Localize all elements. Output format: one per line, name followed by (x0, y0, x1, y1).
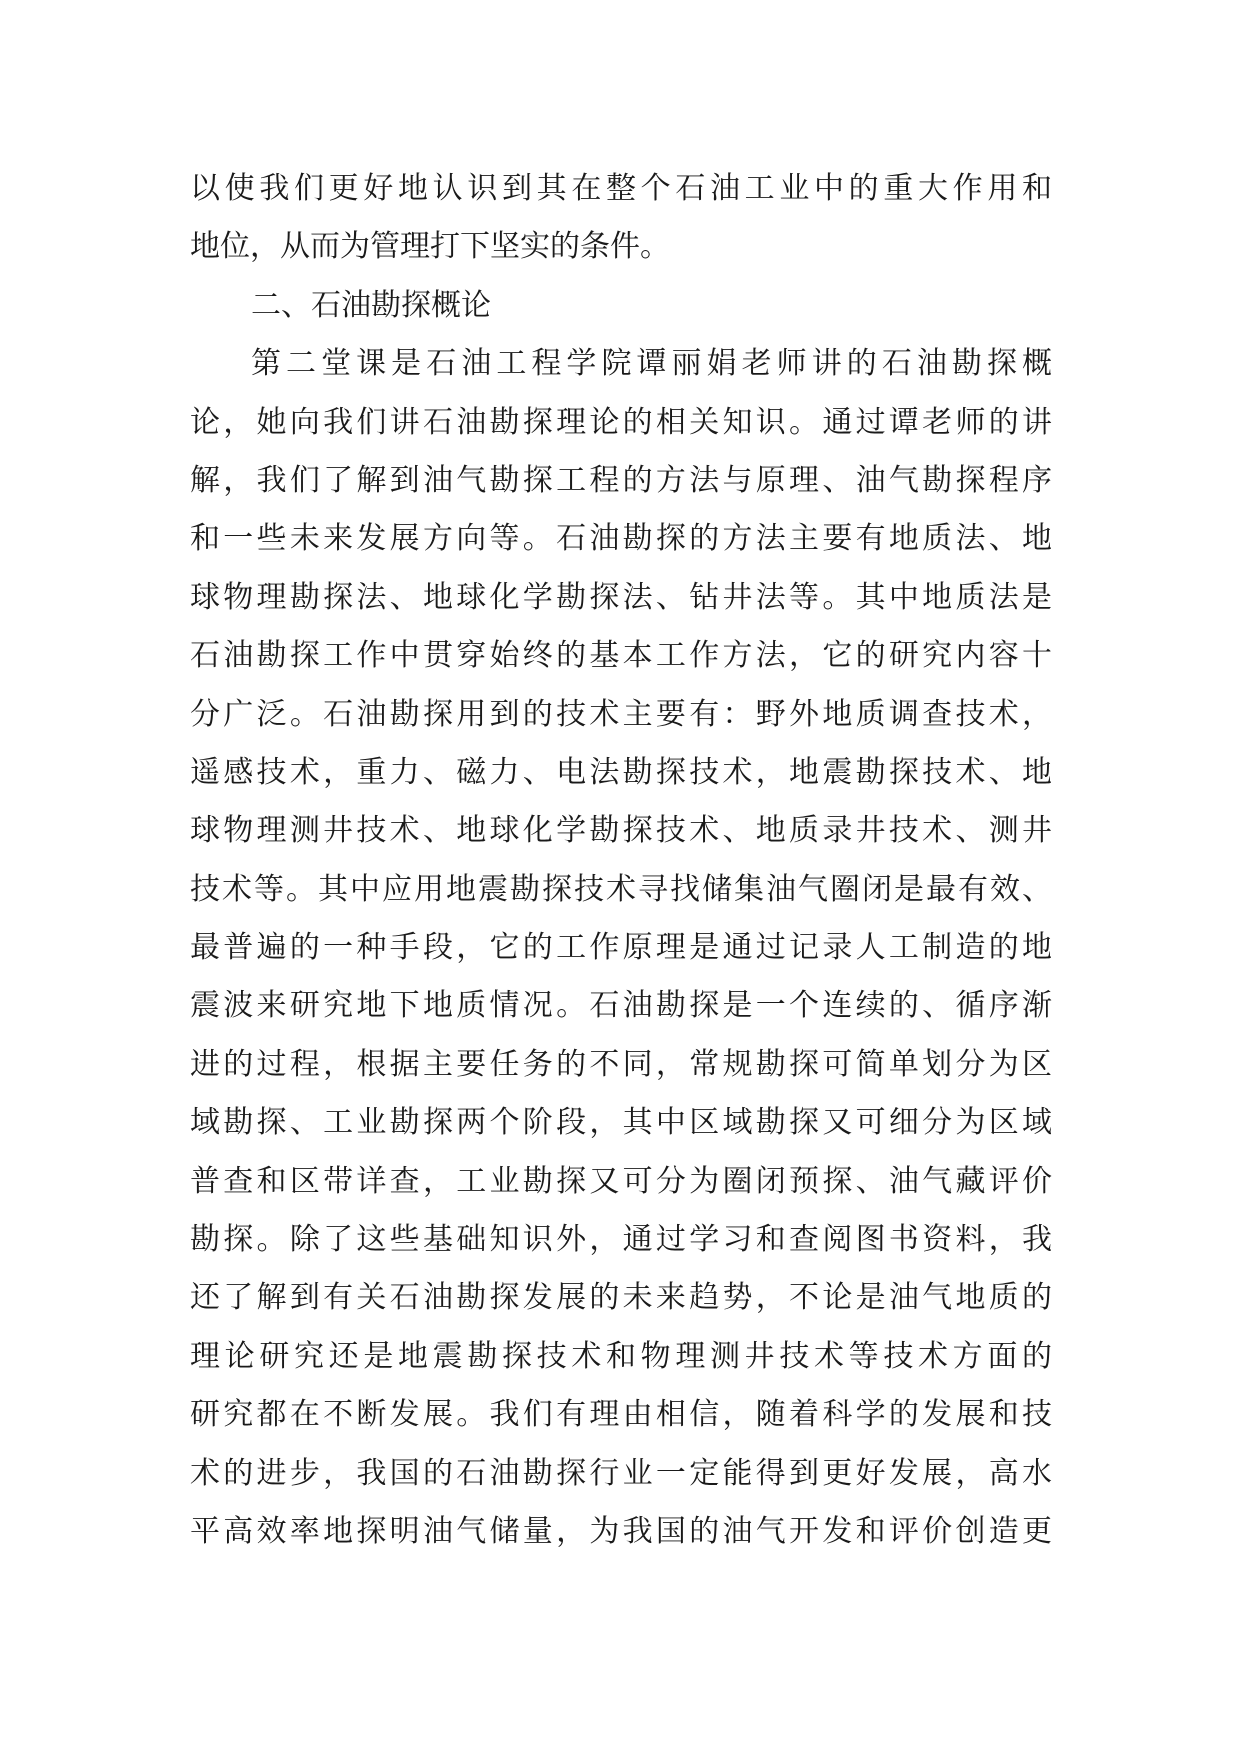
text-line: 平高效率地探明油气储量，为我国的油气开发和评价创造更 (190, 1513, 1052, 1549)
text-line: 技术等。其中应用地震勘探技术寻找储集油气圈闭是最有效、 (190, 871, 1052, 907)
text-line: 术的进步，我国的石油勘探行业一定能得到更好发展，高水 (190, 1455, 1052, 1491)
text-line: 球物理勘探法、地球化学勘探法、钻井法等。其中地质法是 (190, 579, 1052, 615)
text-line: 还了解到有关石油勘探发展的未来趋势，不论是油气地质的 (190, 1280, 1052, 1316)
body-text (190, 160, 1052, 1561)
text-line: 进的过程，根据主要任务的不同，常规勘探可简单划分为区 (190, 1046, 1052, 1082)
section-heading: 二、石油勘探概论 (251, 287, 491, 323)
text-line: 理论研究还是地震勘探技术和物理测井技术等技术方面的 (190, 1338, 1052, 1374)
text-line: 以使我们更好地认识到其在整个石油工业中的重大作用和 (190, 171, 1052, 206)
paragraph-first-line: 第二堂课是石油工程学院谭丽娟老师讲的石油勘探概 (251, 346, 1052, 382)
text-line: 和一些未来发展方向等。石油勘探的方法主要有地质法、地 (190, 521, 1052, 557)
text-line: 震波来研究地下地质情况。石油勘探是一个连续的、循序渐 (190, 988, 1052, 1024)
text-line: 解，我们了解到油气勘探工程的方法与原理、油气勘探程序 (190, 462, 1052, 498)
text-line: 勘探。除了这些基础知识外，通过学习和查阅图书资料，我 (190, 1222, 1052, 1258)
text-line: 地位，从而为管理打下坚实的条件。 (190, 229, 670, 265)
text-line: 域勘探、工业勘探两个阶段，其中区域勘探又可细分为区域 (190, 1105, 1052, 1141)
text-line: 论，她向我们讲石油勘探理论的相关知识。通过谭老师的讲 (190, 404, 1052, 440)
text-line: 球物理测井技术、地球化学勘探技术、地质录井技术、测井 (190, 813, 1052, 849)
text-line: 遥感技术，重力、磁力、电法勘探技术，地震勘探技术、地 (190, 754, 1052, 790)
text-line: 最普遍的一种手段，它的工作原理是通过记录人工制造的地 (190, 930, 1052, 966)
text-line: 分广泛。石油勘探用到的技术主要有：野外地质调查技术， (190, 696, 1052, 732)
text-line: 普查和区带详查，工业勘探又可分为圈闭预探、油气藏评价 (190, 1163, 1052, 1199)
text-line: 研究都在不断发展。我们有理由相信，随着科学的发展和技 (190, 1397, 1052, 1433)
text-line: 石油勘探工作中贯穿始终的基本工作方法，它的研究内容十 (190, 638, 1052, 674)
